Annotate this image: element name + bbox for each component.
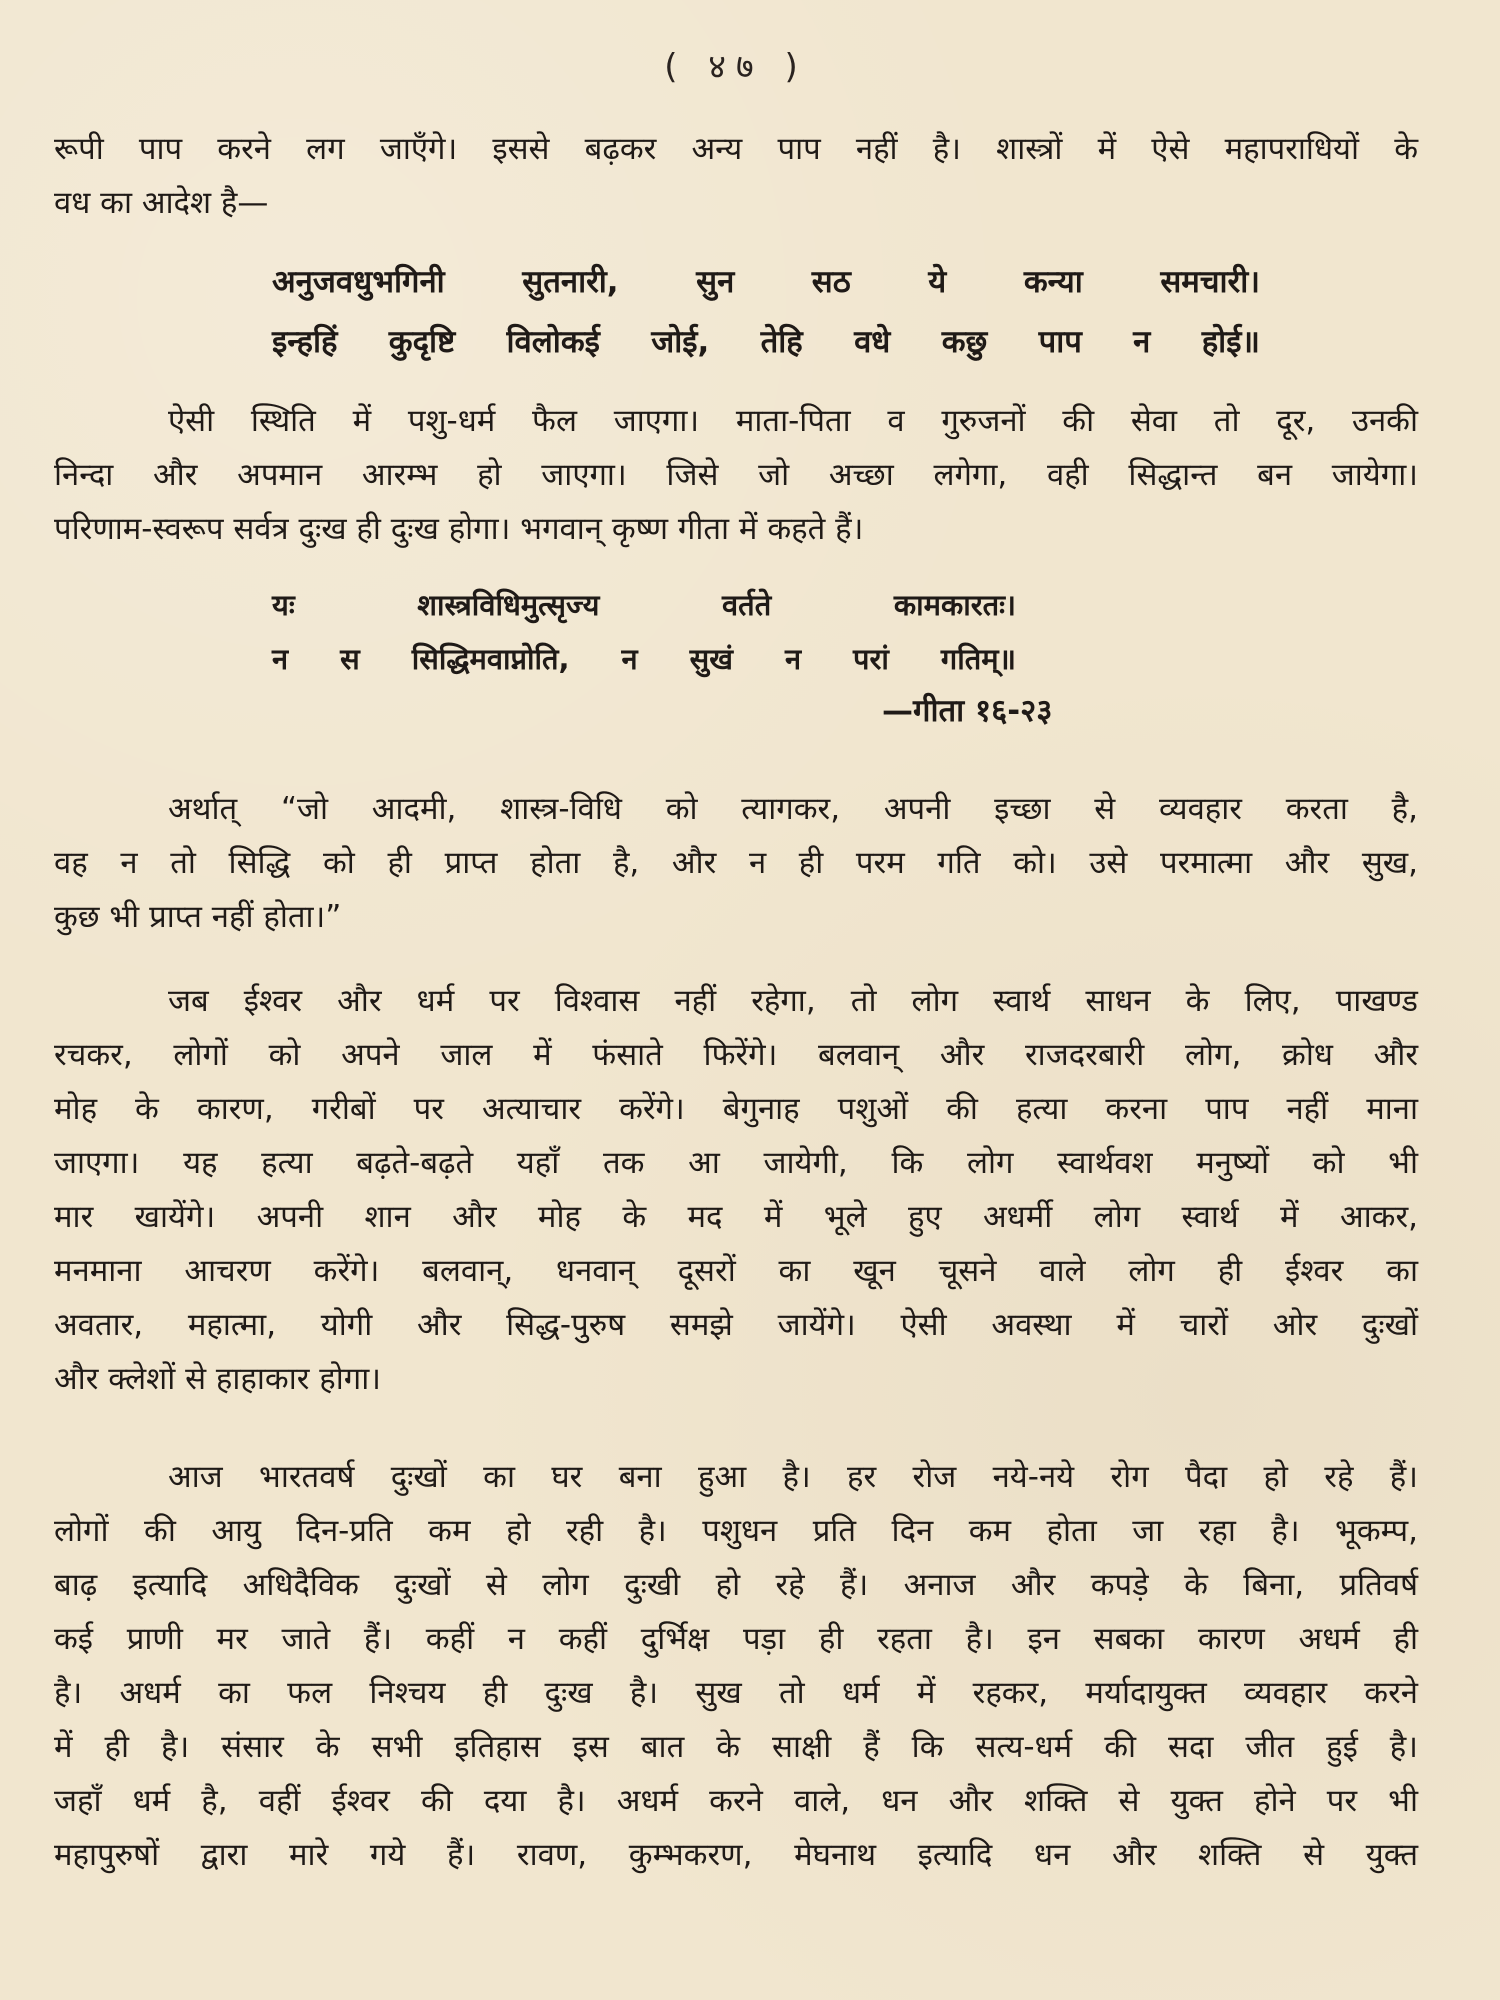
verse-1 (272, 252, 1260, 372)
text-line: जब ईश्वर और धर्म पर विश्वास नहीं रहेगा, तो लोग स्वार्थ साधन के लिए, पाखण्ड (168, 983, 1418, 1019)
text-line: अवतार, महात्मा, योगी और सिद्ध-पुरुष समझे जायेंगे। ऐसी अवस्था में चारों ओर दुःखों (54, 1307, 1418, 1343)
text-line: कुछ भी प्राप्त नहीं होता।” (54, 899, 342, 935)
text-line: मार खायेंगे। अपनी शान और मोह के मद में भूले हुए अधर्मी लोग स्वार्थ में आकर, (54, 1199, 1418, 1235)
text-line: निन्दा और अपमान आरम्भ हो जाएगा। जिसे जो अच्छा लगेगा, वही सिद्धान्त बन जायेगा। (54, 457, 1418, 493)
text-line: कई प्राणी मर जाते हैं। कहीं न कहीं दुर्भिक्ष पड़ा ही रहता है। इन सबका कारण अधर्म ही (54, 1621, 1418, 1657)
verse-line: न स सिद्धिमवाप्नोति, न सुखं न परां गतिम्॥ (272, 642, 1016, 676)
text-line: ऐसी स्थिति में पशु-धर्म फैल जाएगा। माता-पिता व गुरुजनों की सेवा तो दूर, उनकी (168, 403, 1418, 439)
verse-line: यः शास्त्रविधिमुत्सृज्य वर्तते कामकारतः। (272, 588, 1016, 622)
text-line: रचकर, लोगों को अपने जाल में फंसाते फिरेंगे। बलवान् और राजदरबारी लोग, क्रोध और (54, 1037, 1418, 1073)
text-line: परिणाम-स्वरूप सर्वत्र दुःख ही दुःख होगा। भगवान् कृष्ण गीता में कहते हैं। (54, 511, 864, 547)
text-line: जाएगा। यह हत्या बढ़ते-बढ़ते यहाँ तक आ जायेगी, कि लोग स्वार्थवश मनुष्यों को भी (54, 1145, 1418, 1181)
verse-line: इन्हहिं कुदृष्टि विलोकई जोई, तेहि वधे कछु पाप न होई॥ (272, 324, 1260, 360)
text-line: मनमाना आचरण करेंगे। बलवान्, धनवान् दूसरों का खून चूसने वाले लोग ही ईश्वर का (54, 1253, 1418, 1289)
paragraph-5 (54, 1450, 1418, 1882)
text-line: लोगों की आयु दिन-प्रति कम हो रही है। पशुधन प्रति दिन कम होता जा रहा है। भूकम्प, (54, 1513, 1418, 1549)
text-line: और क्लेशों से हाहाकार होगा। (54, 1361, 382, 1397)
verse-2 (272, 578, 1016, 686)
paragraph-3 (54, 782, 1418, 944)
text-line: वध का आदेश है— (54, 185, 269, 221)
paragraph-1 (54, 122, 1418, 230)
verse-citation: —गीता १६-२३ (882, 693, 1053, 729)
text-line: रूपी पाप करने लग जाएँगे। इससे बढ़कर अन्य पाप नहीं है। शास्त्रों में ऐसे महापराधियों के (54, 131, 1418, 167)
text-line: बाढ़ इत्यादि अधिदैविक दुःखों से लोग दुःखी हो रहे हैं। अनाज और कपड़े के बिना, प्रतिवर्ष (54, 1567, 1418, 1603)
text-line: महापुरुषों द्वारा मारे गये हैं। रावण, कुम्भकरण, मेघनाथ इत्यादि धन और शक्ति से युक्त (54, 1837, 1418, 1873)
text-line: वह न तो सिद्धि को ही प्राप्त होता है, और न ही परम गति को। उसे परमात्मा और सुख, (54, 845, 1418, 881)
paragraph-4 (54, 974, 1418, 1406)
page-number: ( ४७ ) (664, 47, 808, 87)
text-line: मोह के कारण, गरीबों पर अत्याचार करेंगे। बेगुनाह पशुओं की हत्या करना पाप नहीं माना (54, 1091, 1418, 1127)
text-line: में ही है। संसार के सभी इतिहास इस बात के साक्षी हैं कि सत्य-धर्म की सदा जीत हुई है। (54, 1729, 1418, 1765)
verse-line: अनुजवधुभगिनी सुतनारी, सुन सठ ये कन्या समचारी। (272, 264, 1260, 300)
text-line: है। अधर्म का फल निश्चय ही दुःख है। सुख तो धर्म में रहकर, मर्यादायुक्त व्यवहार करने (54, 1675, 1418, 1711)
text-line: जहाँ धर्म है, वहीं ईश्वर की दया है। अधर्म करने वाले, धन और शक्ति से युक्त होने पर भी (54, 1783, 1418, 1819)
text-line: अर्थात् “जो आदमी, शास्त्र-विधि को त्यागकर, अपनी इच्छा से व्यवहार करता है, (168, 791, 1418, 827)
paragraph-2 (54, 394, 1418, 556)
text-line: आज भारतवर्ष दुःखों का घर बना हुआ है। हर रोज नये-नये रोग पैदा हो रहे हैं। (168, 1459, 1418, 1495)
